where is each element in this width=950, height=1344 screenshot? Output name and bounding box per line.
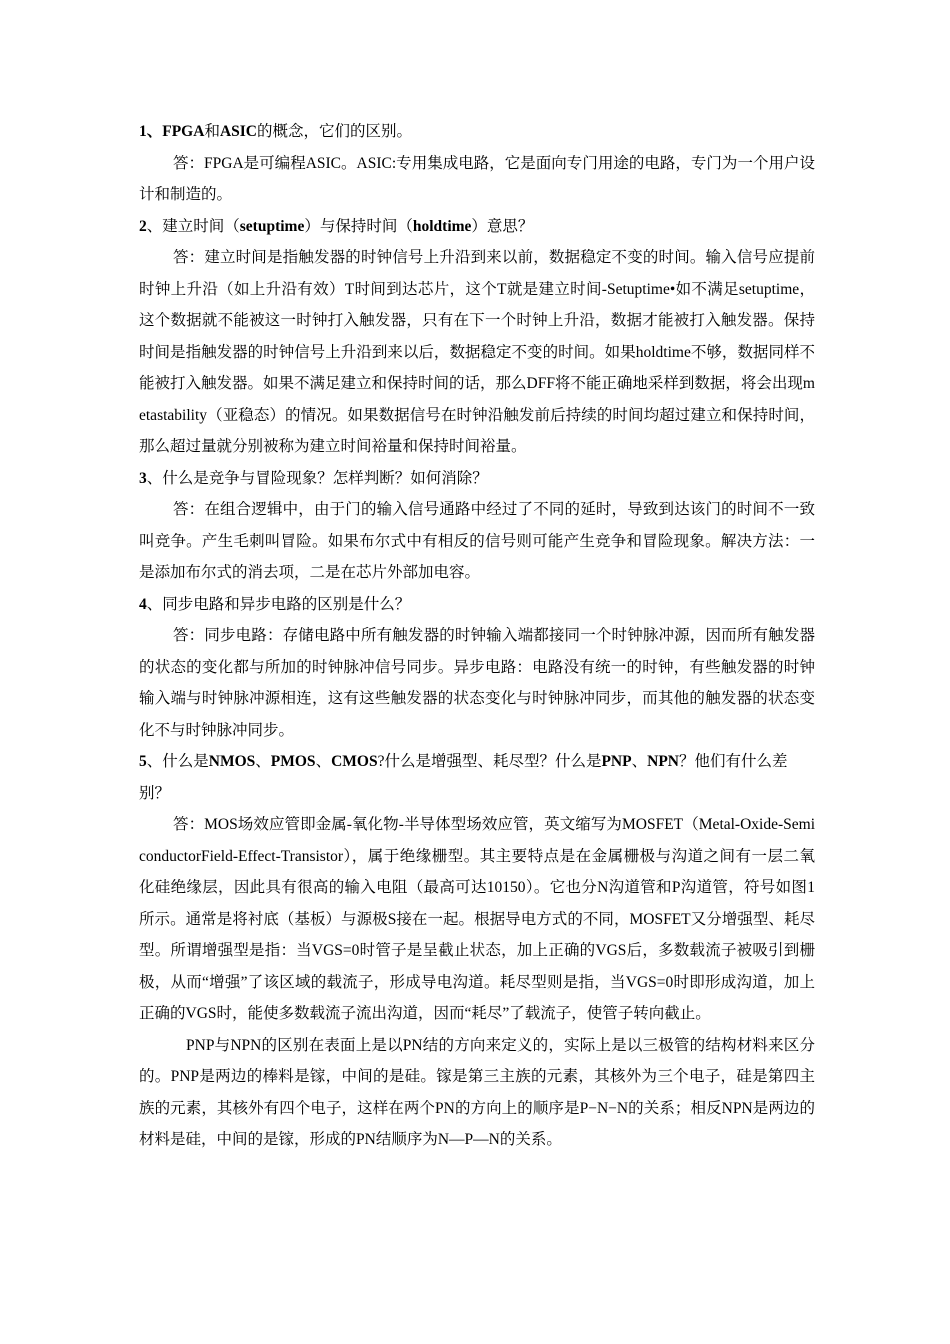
question-text-span: PMOS <box>270 753 316 770</box>
question-text-span: ）与保持时间（ <box>304 217 413 235</box>
answer-paragraph-1: 答：FPGA是可编程ASIC。ASIC:专用集成电路，它是面向专门用途的电路，专门为一个用户设计和制造的。 <box>139 154 815 203</box>
question-text-span: 、建立时间（ <box>146 217 240 235</box>
question-text-span: PNP <box>601 753 632 770</box>
answer-paragraph-5: 答：MOS场效应管即金属-氧化物-半导体型场效应管，英文缩写为MOSFET（Metal-Oxide-SemiconductorField-Effect-Transistor），属于绝缘栅型。其主要特点是在金属栅极与沟道之间有一层二氧化硅绝缘层，因此具有很高的输入电阻（最高可达10150）。它也分N沟道管和P沟道管，符号如图1所示。通常是将衬底（基板）与源极S接在一起。根据导电方式的不同，MOSFET又分增强型、耗尽型。所谓增强型是指：当VGS=0时管子是呈截止状态，加上正确的VGS后，多数载流子被吸引到栅极，从而“增强”了该区域的载流子，形成导电沟道。耗尽型则是指，当VGS=0时即形成沟道，加上正确的VGS时，能使多数载流子流出沟道，因而“耗尽”了载流子，使管子转向截止。 <box>139 816 815 1022</box>
question-text-span: 5 <box>139 753 147 770</box>
question-text-span: 、什么是 <box>146 753 209 770</box>
question-text-span: 、 <box>631 753 648 770</box>
answer-paragraph-6: PNP与NPN的区别在表面上是以PN结的方向来定义的，实际上是以三极管的结构材料来区分的。PNP是两边的棒料是镓，中间的是硅。镓是第三主族的元素，其核外为三个电子，硅是第四主族的元素，其核外有四个电子，这样在两个PN的方向上的顺序是P−N−N的关系；相反NPN是两边的材料是硅，中间的是镓，形成的PN结顺序为N—P—N的关系。 <box>139 1036 815 1148</box>
question-heading-5 <box>139 746 815 809</box>
question-text-span: 1、FPGA <box>139 123 205 140</box>
question-text-span: NMOS <box>208 753 256 770</box>
question-text-span: ?什么是增强型、耗尽型？什么是 <box>377 753 602 770</box>
question-text-span: NPN <box>647 753 679 770</box>
question-heading-4 <box>139 589 815 621</box>
answer-paragraph-3: 答：在组合逻辑中，由于门的输入信号通路中经过了不同的延时，导致到达该门的时间不一致叫竞争。产生毛刺叫冒险。如果布尔式中有相反的信号则可能产生竞争和冒险现象。解决方法：一是添加布尔式的消去项，二是在芯片外部加电容。 <box>139 501 815 581</box>
question-text-span: holdtime <box>412 217 472 235</box>
question-text-span: ）意思？ <box>471 217 534 235</box>
question-text-span: ？他们有什么差别？ <box>139 753 788 802</box>
question-text-span: 和 <box>204 123 220 140</box>
question-text-span: 4 <box>139 595 147 613</box>
question-text-span: 、什么是竞争与冒险现象？怎样判断？如何消除？ <box>146 469 488 487</box>
question-text-span: CMOS <box>331 753 378 770</box>
question-text-span: ASIC <box>219 123 257 140</box>
question-text-span: 的概念，它们的区别。 <box>257 123 413 140</box>
question-text-span: 、 <box>255 753 271 770</box>
document-body <box>139 116 815 1156</box>
question-heading-1 <box>139 116 815 148</box>
question-text-span: 、同步电路和异步电路的区别是什么？ <box>146 595 411 613</box>
question-text-span: setuptime <box>239 217 305 235</box>
answer-paragraph-4: 答：同步电路：存储电路中所有触发器的时钟输入端都接同一个时钟脉冲源，因而所有触发器的状态的变化都与所加的时钟脉冲信号同步。异步电路：电路没有统一的时钟，有些触发器的时钟输入端与时钟脉冲源相连，这有这些触发器的状态变化与时钟脉冲同步，而其他的触发器的状态变化不与时钟脉冲同步。 <box>139 627 815 739</box>
question-heading-3 <box>139 463 815 495</box>
question-heading-2 <box>139 211 815 243</box>
question-text-span: 2 <box>139 217 147 235</box>
question-text-span: 3 <box>139 469 147 487</box>
answer-paragraph-2: 答：建立时间是指触发器的时钟信号上升沿到来以前，数据稳定不变的时间。输入信号应提前时钟上升沿（如上升沿有效）T时间到达芯片，这个T就是建立时间-Setuptime•如不满足setuptime，这个数据就不能被这一时钟打入触发器，只有在下一个时钟上升沿，数据才能被打入触发器。保持时间是指触发器的时钟信号上升沿到来以后，数据稳定不变的时间。如果holdtime不够，数据同样不能被打入触发器。如果不满足建立和保持时间的话，那么DFF将不能正确地采样到数据，将会出现metastability（亚稳态）的情况。如果数据信号在时钟沿触发前后持续的时间均超过建立和保持时间，那么超过量就分别被称为建立时间裕量和保持时间裕量。 <box>139 249 815 455</box>
question-text-span: 、 <box>315 753 332 770</box>
